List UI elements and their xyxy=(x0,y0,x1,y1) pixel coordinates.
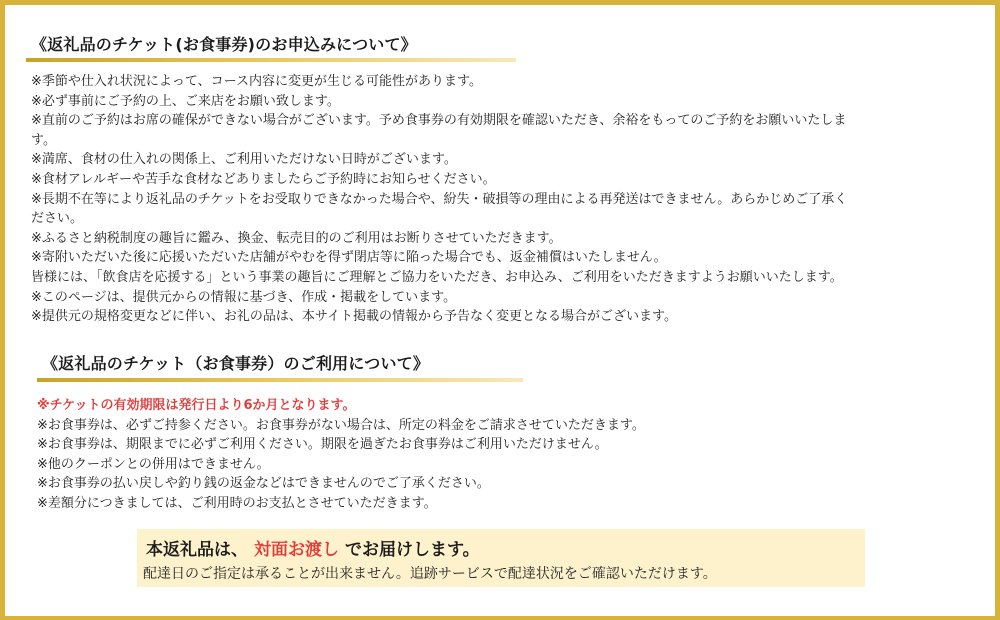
frame-top-border xyxy=(0,0,1000,5)
section2-title-underline xyxy=(37,378,523,382)
note-line: ※季節や仕入れ状況によって、コース内容に変更が生じる可能性があります。 xyxy=(31,74,482,89)
delivery-notice-headline xyxy=(146,535,480,560)
notice-highlight: 対面お渡し xyxy=(254,540,339,560)
section1-title: 《返礼品のチケット(お食事券)のお申込みについて》 xyxy=(31,35,417,54)
section2-notes xyxy=(37,396,967,514)
note-line: す。 xyxy=(31,132,56,148)
note-line: ※このページは、提供元からの情報に基づき、作成・掲載をしています。 xyxy=(31,289,457,305)
delivery-notice xyxy=(137,529,865,587)
note-line: ※寄附いただいた後に応援いただいた店舗がやむを得ず閉店等に陥った場合でも、返金補償はいたしません。 xyxy=(31,250,667,266)
note-line: ※お食事券は、必ずご持参ください。お食事券がない場合は、所定の料金をご請求させていただきます。 xyxy=(37,417,645,433)
note-line: ※提供元の規格変更などに伴い、お礼の品は、本サイト掲載の情報から予告なく変更となる場合がございます。 xyxy=(31,309,677,325)
note-line: ※ふるさと納税制度の趣旨に鑑み、換金、転売目的のご利用はお断りさせていただきます。 xyxy=(31,230,562,246)
delivery-notice-subtext: 配達日のご指定は承ることが出来ません。追跡サービスで配達状況をご確認いただけます。 xyxy=(143,566,717,582)
note-line: ※長期不在等により返礼品のチケットをお受取りできなかった場合や、紛失・破損等の理由による再発送はできません。あらかじめご了承く xyxy=(31,191,848,207)
note-line: 皆様には、「飲食店を応援する」という事業の趣旨にご理解とご協力をいただき、お申込み、ご利用をいただきますようお願いいたします。 xyxy=(31,269,843,285)
note-line: ※差額分につきましては、ご利用時のお支払とさせていただきます。 xyxy=(37,495,437,511)
section2-title: 《返礼品のチケット（お食事券）のご利用について》 xyxy=(42,354,430,373)
notice-prefix: 本返礼品は、 xyxy=(146,540,248,560)
note-line: ※お食事券の払い戻しや釣り銭の返金などはできませんのでご了承ください。 xyxy=(37,476,490,492)
notice-suffix: でお届けします。 xyxy=(345,540,480,560)
validity-warning: ※チケットの有効期限は発行日より6か月となります。 xyxy=(37,398,356,413)
section1-notes xyxy=(31,72,976,327)
note-line: ※食材アレルギーや苦手な食材などありましたらご予約時にお知らせください。 xyxy=(31,171,496,187)
frame-bottom-border xyxy=(0,616,1000,620)
note-line: ださい。 xyxy=(31,211,84,227)
note-line: ※必ず事前にご予約の上、ご来店をお願い致します。 xyxy=(31,93,340,109)
frame-right-border xyxy=(995,0,1000,620)
note-line: ※満席、食材の仕入れの関係上、ご利用いただけない日時がございます。 xyxy=(31,152,457,168)
section1-title-underline xyxy=(26,58,516,62)
frame-left-border xyxy=(0,0,5,620)
note-line: ※直前のご予約はお席の確保ができない場合がございます。予め食事券の有効期限を確認いただき、余裕をもってのご予約をお願いいたしま xyxy=(31,113,847,129)
note-line: ※お食事券は、期限までに必ずご利用ください。期限を過ぎたお食事券はご利用いただけません。 xyxy=(37,437,608,453)
note-line: ※他のクーポンとの併用はできません。 xyxy=(37,456,270,472)
